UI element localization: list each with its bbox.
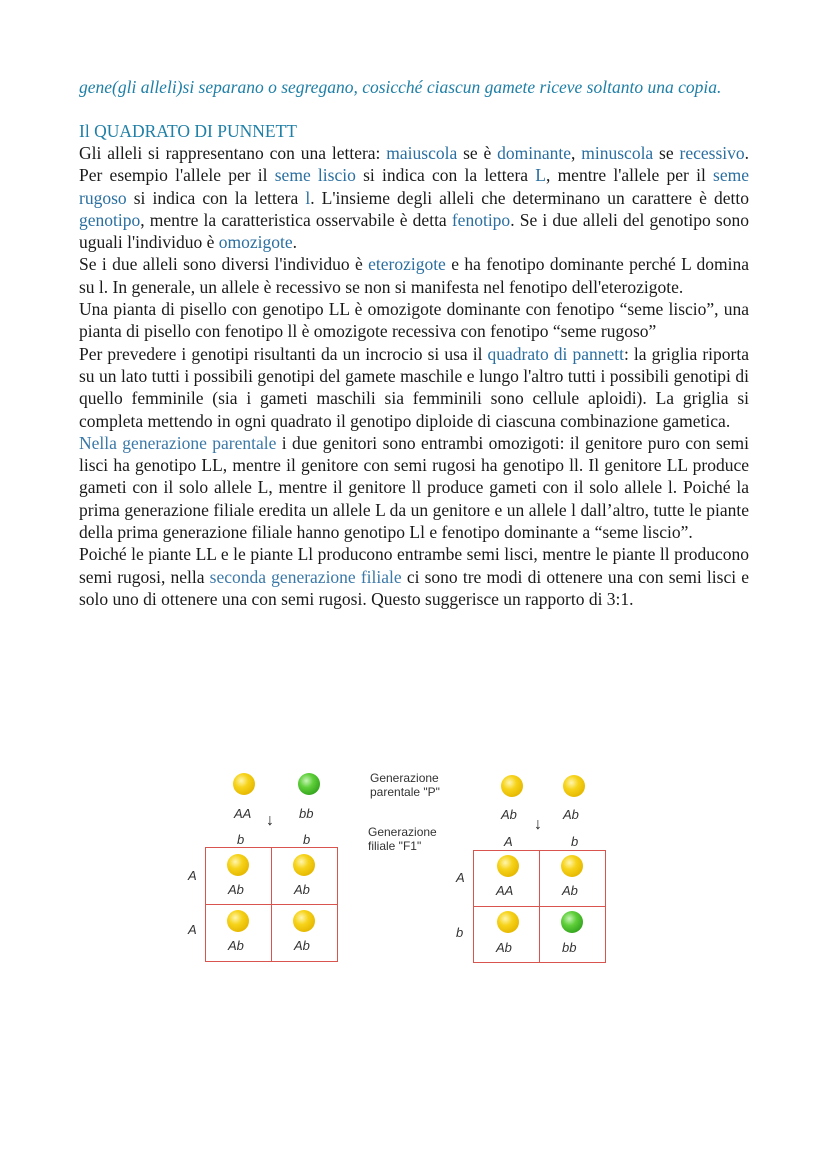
paragraph-alleli: Gli alleli si rappresentano con una lettera: maiuscola se è dominante, minuscola se recessivo. Per esempio l'allele per il seme liscio si indica con la lettera L, mentre l'allele per il seme rugoso si indica con la lettera l. L'insieme degli alleli che determinano un carattere è detto genotipo, mentre la caratteristica osservabile è detta fenotipo. Se i due alleli del genotipo sono uguali l'individuo è omozigote.: [79, 143, 750, 253]
term-seme-liscio: seme liscio: [274, 165, 356, 186]
grid-divider: [473, 906, 606, 907]
paragraph-generazione-parentale: Nella generazione parentale i due genitori sono entrambi omozigoti: il genitore puro con semi lisci ha genotipo LL, mentre il genitore con semi rugosi ha genotipo ll. Il genitore LL produce gameti con il solo allele L, mentre il genitore ll produce gameti con il solo allele l. Poiché la prima generazione filiale eredita un allele L da un genitore e un allele l dall’altro, tutte le piante della prima generazione filiale hanno genotipo Ll e fenotipo dominante a “seme liscio”.: [79, 432, 750, 543]
intro-text: gene(gli alleli)si separano o segregano, cosicché ciascun gamete riceve soltanto una copia.: [79, 77, 722, 97]
column-gamete: b: [303, 832, 311, 847]
offspring-genotype: Ab: [294, 882, 310, 897]
down-arrow-icon: ↓: [534, 816, 542, 833]
offspring-genotype: Ab: [294, 938, 310, 953]
seed-yellow-icon: [227, 854, 249, 876]
term-L: L: [535, 165, 546, 186]
term-seconda-generazione: seconda generazione filiale: [209, 566, 402, 587]
parent-seed-yellow-icon: [233, 773, 255, 795]
term-generazione-parentale: Nella generazione parentale: [79, 432, 277, 453]
grid-divider: [205, 904, 338, 905]
term-eterozigote: eterozigote: [368, 254, 446, 275]
term-l: l: [305, 187, 311, 208]
seed-yellow-icon: [561, 855, 583, 877]
paragraph-seconda-generazione: Poiché le piante LL e le piante Ll producono entrambe semi lisci, mentre le piante ll producono semi rugosi, nella seconda generazione filiale ci sono tre modi di ottenere una con semi lisci e solo uno di ottenere una con semi rugosi. Questo suggerisce un rapporto di 3:1.: [79, 544, 749, 609]
seed-yellow-icon: [497, 855, 519, 877]
offspring-genotype: Ab: [228, 938, 244, 953]
page-content: [79, 76, 749, 610]
offspring-genotype: Ab: [228, 882, 244, 897]
column-gamete: b: [237, 832, 245, 847]
row-gamete: A: [188, 868, 197, 883]
parent-genotype: Ab: [563, 807, 579, 822]
parent-genotype: Ab: [501, 807, 517, 822]
section-heading: Il QUADRATO DI PUNNETT: [79, 121, 297, 141]
term-quadrato-di-pannett: quadrato di pannett: [487, 343, 624, 364]
parent-genotype: bb: [299, 806, 314, 821]
paragraph-eterozigote: Se i due alleli sono diversi l'individuo è eterozigote e ha fenotipo dominante perché L domina su l. In generale, un allele è recessivo se non si manifesta nel fenotipo dell'eterozigote.: [79, 254, 750, 297]
row-gamete: b: [456, 925, 464, 940]
seed-yellow-icon: [227, 910, 249, 932]
paragraph-quadrato: Per prevedere i genotipi risultanti da un incrocio si usa il quadrato di pannett: la griglia riporta su un lato tutti i possibili genotipi del gamete maschile e lungo l'altro tutti i possibili genotipi di quello femminile (sia i gameti maschili sia femminili sono cellule aploidi). La griglia si completa mettendo in ogni quadrato il genotipo diploide di ciascuna combinazione gametica.: [79, 343, 749, 431]
term-minuscola: minuscola: [581, 143, 654, 163]
term-maiuscola: maiuscola: [386, 143, 458, 163]
down-arrow-icon: ↓: [266, 812, 274, 829]
column-gamete: A: [504, 834, 513, 849]
term-seme-rugoso: seme rugoso: [79, 165, 750, 208]
term-genotipo: genotipo: [79, 209, 141, 230]
row-gamete: A: [456, 870, 465, 885]
caption-generazione-filiale: Generazione filiale "F1": [368, 825, 437, 853]
term-recessivo: recessivo: [679, 143, 745, 163]
paragraph-pisello: Una pianta di pisello con genotipo LL è omozigote dominante con fenotipo “seme liscio”, una pianta di pisello con fenotipo ll è omozigote recessiva con fenotipo “seme rugoso”: [79, 299, 749, 342]
seed-yellow-icon: [497, 911, 519, 933]
parent-seed-yellow-icon: [501, 775, 523, 797]
offspring-genotype: bb: [562, 940, 577, 955]
offspring-genotype: Ab: [562, 883, 578, 898]
seed-yellow-icon: [293, 910, 315, 932]
seed-yellow-icon: [293, 854, 315, 876]
column-gamete: b: [571, 834, 579, 849]
seed-green-icon: [561, 911, 583, 933]
parent-seed-green-icon: [298, 773, 320, 795]
punnett-figure: [170, 765, 650, 975]
offspring-genotype: AA: [496, 883, 514, 898]
row-gamete: A: [188, 922, 197, 937]
term-fenotipo: fenotipo: [451, 209, 511, 230]
term-dominante: dominante: [497, 143, 572, 163]
term-omozigote: omozigote: [218, 232, 293, 253]
parent-seed-yellow-icon: [563, 775, 585, 797]
parent-genotype: AA: [234, 806, 252, 821]
caption-generazione-parentale: Generazione parentale "P": [370, 771, 440, 799]
offspring-genotype: Ab: [496, 940, 512, 955]
